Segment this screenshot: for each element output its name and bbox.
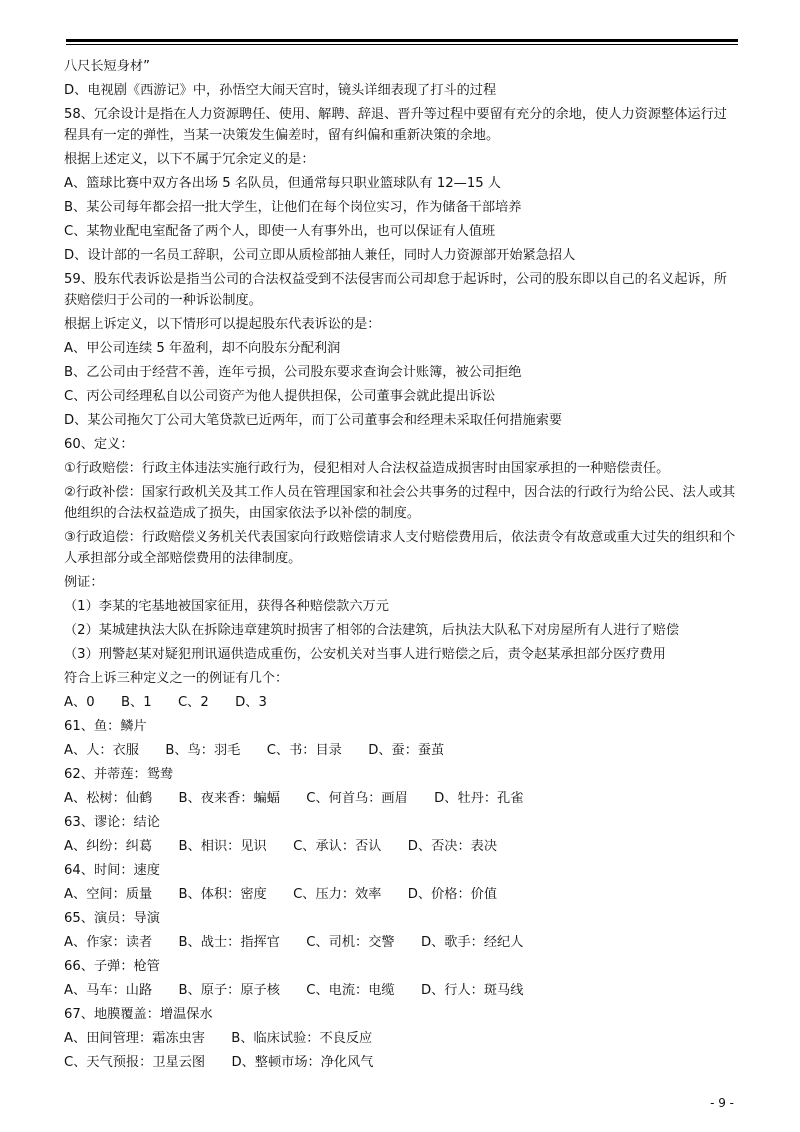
question-61: 61、鱼：鳞片 <box>64 719 147 734</box>
option-line: A、纠纷：纠葛 B、相识：见识 C、承认：否认 D、否决：表决 <box>64 839 498 854</box>
option-line: A、松树：仙鹤 B、夜来香：蝙蝠 C、何首乌：画眉 D、牡丹：孔雀 <box>64 791 524 806</box>
question-60: 60、定义： <box>64 437 134 452</box>
definition-line: ①行政赔偿：行政主体违法实施行政行为，侵犯相对人合法权益造成损害时由国家承担的一种赔偿责任。 <box>64 461 670 476</box>
option-line: A、空间：质量 B、体积：密度 C、压力：效率 D、价格：价值 <box>64 887 498 902</box>
option-line: D、某公司拖欠丁公司大笔贷款已近两年，而丁公司董事会和经理未采取任何措施索要 <box>64 413 563 428</box>
text-line: 八尺长短身材” <box>64 59 150 74</box>
option-line: B、乙公司由于经营不善，连年亏损，公司股东要求查询会计账簿，被公司拒绝 <box>64 365 522 380</box>
example-line: （3）刑警赵某对疑犯刑讯逼供造成重伤，公安机关对当事人进行赔偿之后，责令赵某承担部分医疗费用 <box>64 647 666 662</box>
option-line: A、马车：山路 B、原子：原子核 C、电流：电缆 D、行人：斑马线 <box>64 983 524 998</box>
option-line: A、作家：读者 B、战士：指挥官 C、司机：交警 D、歌手：经纪人 <box>64 935 524 950</box>
header-rule-thin <box>66 44 738 45</box>
option-line: B、某公司每年都会招一批大学生，让他们在每个岗位实习，作为储备干部培养 <box>64 200 522 215</box>
option-line: C、丙公司经理私自以公司资产为他人提供担保，公司董事会就此提出诉讼 <box>64 389 496 404</box>
option-line: A、篮球比赛中双方各出场 5 名队员，但通常每只职业篮球队有 12—15 人 <box>64 176 501 191</box>
definition-line: ②行政补偿：国家行政机关及其工作人员在管理国家和社会公共事务的过程中，因合法的行政行为给公民、法人或其他组织的合法权益造成了损失，由国家依法予以补偿的制度。 <box>64 485 736 521</box>
question-62: 62、并蒂莲：鸳鸯 <box>64 767 174 782</box>
header-rule-thick <box>66 39 738 42</box>
option-line: C、某物业配电室配备了两个人，即使一人有事外出，也可以保证有人值班 <box>64 224 496 239</box>
question-66: 66、子弹：枪管 <box>64 959 160 974</box>
text-line: 根据上诉定义，以下情形可以提起股东代表诉讼的是： <box>64 317 381 332</box>
question-63: 63、谬论：结论 <box>64 815 160 830</box>
question-65: 65、演员：导演 <box>64 911 160 926</box>
question-64: 64、时间：速度 <box>64 863 160 878</box>
example-line: （2）某城建执法大队在拆除违章建筑时损害了相邻的合法建筑，后执法大队私下对房屋所有人进行了赔偿 <box>64 623 680 638</box>
definition-line: ③行政追偿：行政赔偿义务机关代表国家向行政赔偿请求人支付赔偿费用后，依法责令有故意或重大过失的组织和个人承担部分或全部赔偿费用的法律制度。 <box>64 530 736 566</box>
option-line: D、设计部的一名员工辞职，公司立即从质检部抽人兼任，同时人力资源部开始紧急招人 <box>64 248 576 263</box>
option-line: A、田间管理：霜冻虫害 B、临床试验：不良反应 <box>64 1031 373 1046</box>
text-line: 例证： <box>64 575 104 590</box>
question-58: 58、冗余设计是指在人力资源聘任、使用、解聘、辞退、晋升等过程中要留有充分的余地，使人力资源整体运行过程具有一定的弹性，当某一决策发生偏差时，留有纠偏和重新决策的余地。 <box>64 107 727 143</box>
option-line: A、0 B、1 C、2 D、3 <box>64 695 267 710</box>
text-line: 符合上诉三种定义之一的例证有几个： <box>64 671 289 686</box>
page-number: - 9 - <box>710 1096 734 1110</box>
question-67: 67、地膜覆盖：增温保水 <box>64 1007 213 1022</box>
example-line: （1）李某的宅基地被国家征用，获得各种赔偿款六万元 <box>64 599 389 614</box>
option-line: A、人：衣服 B、鸟：羽毛 C、书：目录 D、蚕：蚕茧 <box>64 743 445 758</box>
page-body <box>64 56 740 1073</box>
text-line: D、电视剧《西游记》中，孙悟空大闹天宫时，镜头详细表现了打斗的过程 <box>64 83 497 98</box>
question-59: 59、股东代表诉讼是指当公司的合法权益受到不法侵害而公司却怠于起诉时，公司的股东即以自己的名义起诉，所获赔偿归于公司的一种诉讼制度。 <box>64 272 727 308</box>
option-line: C、天气预报：卫星云图 D、整顿市场：净化风气 <box>64 1055 374 1070</box>
option-line: A、甲公司连续 5 年盈利，却不向股东分配利润 <box>64 341 341 356</box>
text-line: 根据上述定义，以下不属于冗余定义的是： <box>64 152 315 167</box>
